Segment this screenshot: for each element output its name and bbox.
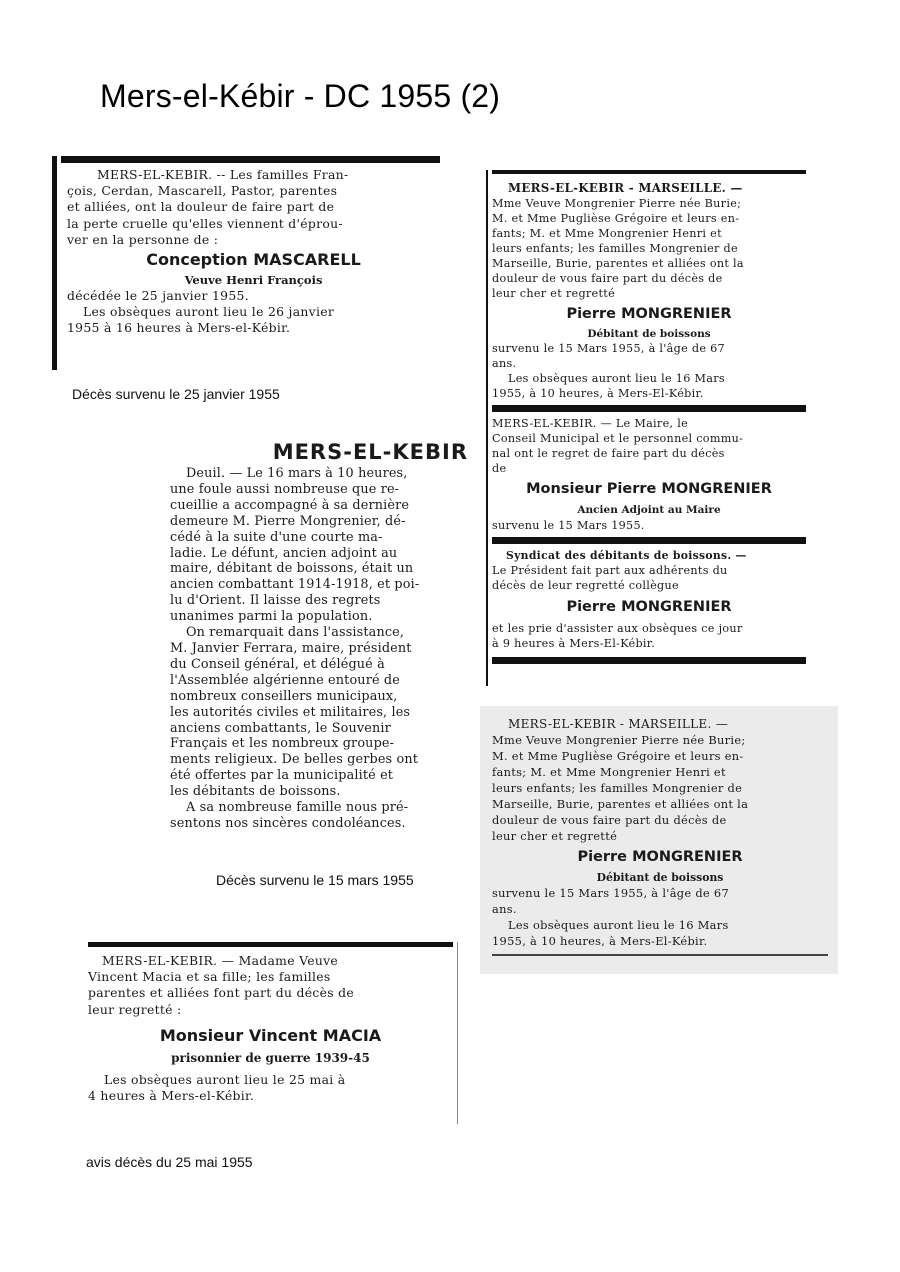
- text-line: Français et les nombreux groupe-: [170, 736, 395, 752]
- text-line: leurs enfants; les familles Mongrenier de: [492, 242, 738, 256]
- deceased-subtitle: Ancien Adjoint au Maire: [577, 504, 721, 517]
- text-line: 4 heures à Mers-el-Kébir.: [88, 1088, 255, 1104]
- text-line: MERS-EL-KEBIR - MARSEILLE. —: [508, 181, 743, 195]
- text-line: ans.: [492, 902, 517, 917]
- text-line: ladie. Le défunt, ancien adjoint au: [170, 545, 398, 561]
- text-line: survenu le 15 Mars 1955.: [492, 519, 645, 533]
- text-line: cédé à la suite d'une courte ma-: [170, 529, 383, 545]
- text-line: Marseille, Burie, parentes et alliées ont la: [492, 797, 749, 812]
- deceased-name: Pierre MONGRENIER: [566, 306, 732, 323]
- text-line: cueillie a accompagné à sa dernière: [170, 497, 410, 513]
- caption-clipping-1: Décès survenu le 25 janvier 1955: [72, 386, 280, 402]
- text-line: Conseil Municipal et le personnel commu-: [492, 432, 744, 446]
- text-line: leur cher et regretté: [492, 829, 618, 844]
- text-line: survenu le 15 Mars 1955, à l'âge de 67: [492, 886, 729, 901]
- text-line: Les obsèques auront lieu le 16 Mars: [508, 372, 725, 386]
- text-line: Mme Veuve Mongrenier Pierre née Burie;: [492, 733, 746, 748]
- text-line: l'Assemblée algérienne entouré de: [170, 672, 400, 688]
- clipping-top-rule: [88, 942, 453, 947]
- text-line: sentons nos sincères condoléances.: [170, 815, 406, 831]
- deceased-name: Pierre MONGRENIER: [577, 849, 743, 866]
- text-line: demeure M. Pierre Mongrenier, dé-: [170, 513, 406, 529]
- text-line: Syndicat des débitants de boissons. —: [506, 549, 747, 563]
- text-line: Les obsèques auront lieu le 16 Mars: [508, 918, 729, 933]
- text-line: une foule aussi nombreuse que re-: [170, 481, 400, 497]
- text-line: maire, débitant de boissons, était un: [170, 561, 414, 577]
- article-first-line: Deuil. — Le 16 mars à 10 heures,: [186, 466, 408, 481]
- clipping-macia: [88, 942, 458, 1124]
- text-line: nombreux conseillers municipaux,: [170, 688, 398, 704]
- section-rule: [492, 405, 806, 412]
- deceased-subtitle: Débitant de boissons: [596, 871, 724, 885]
- text-line: fants; M. et Mme Mongrenier Henri et: [492, 765, 726, 780]
- text-line: ans.: [492, 357, 517, 371]
- clipping-bottom-rule: [492, 657, 806, 664]
- text-line: MERS-EL-KEBIR. — Madame Veuve: [102, 953, 339, 968]
- text-line: et alliées, ont la douleur de faire part de: [67, 199, 335, 215]
- text-line: décès de leur regretté collègue: [492, 579, 679, 593]
- caption-clipping-2: Décès survenu le 15 mars 1955: [216, 872, 414, 888]
- text-line: 1955, à 10 heures, à Mers-El-Kébir.: [492, 387, 704, 401]
- text-line: ancien combattant 1914-1918, et poi-: [170, 577, 420, 593]
- text-line: douleur de vous faire part du décès de: [492, 813, 727, 828]
- text-line: lu d'Orient. Il laisse des regrets: [170, 593, 381, 609]
- text-line: anciens combattants, le Souvenir: [170, 720, 391, 736]
- text-line: MERS-EL-KEBIR. — Le Maire, le: [492, 417, 689, 431]
- text-line: Le Président fait part aux adhérents du: [492, 564, 728, 578]
- text-line: Mme Veuve Mongrenier Pierre née Burie;: [492, 197, 742, 211]
- text-line: [170, 466, 468, 482]
- text-line: leur cher et regretté: [492, 287, 615, 301]
- text-line: nal ont le regret de faire part du décès: [492, 447, 725, 461]
- text-line: leur regretté :: [88, 1001, 182, 1017]
- text-line: décédée le 25 janvier 1955.: [67, 288, 249, 304]
- text-line: Les obsèques auront lieu le 26 janvier: [83, 304, 335, 320]
- deceased-name: Monsieur Vincent MACIA: [159, 1025, 382, 1045]
- text-line: les autorités civiles et militaires, les: [170, 704, 411, 720]
- article-deuil: [170, 440, 468, 831]
- clipping-bottom-rule: [492, 954, 828, 956]
- clipping-top-rule: [61, 156, 440, 163]
- text-line: 1955, à 10 heures, à Mers-El-Kébir.: [492, 934, 708, 949]
- text-line: leurs enfants; les familles Mongrenier de: [492, 781, 743, 796]
- deceased-name: Conception MASCARELL: [146, 250, 361, 270]
- text-line: 1955 à 16 heures à Mers-el-Kébir.: [67, 320, 291, 336]
- deceased-subtitle: Débitant de boissons: [587, 328, 711, 341]
- text-line: été offertes par la municipalité et: [170, 768, 394, 784]
- text-line: parentes et alliées font part du décès de: [88, 985, 355, 1001]
- text-line: ver en la personne de :: [67, 231, 219, 247]
- text-line: çois, Cerdan, Mascarell, Pastor, parentes: [67, 183, 338, 199]
- clipping-mascarell: [52, 156, 440, 370]
- text-line: MERS-EL-KEBIR. -- Les familles Fran-: [97, 167, 349, 182]
- clipping-mongrenier-group: [486, 170, 806, 686]
- clipping-mongrenier-family: [480, 706, 838, 974]
- deceased-name: Monsieur Pierre MONGRENIER: [526, 481, 772, 498]
- page-title: Mers-el-Kébir - DC 1955 (2): [100, 78, 501, 114]
- text-line: M. et Mme Puglièse Grégoire et leurs en-: [492, 749, 744, 764]
- clipping-top-rule: [492, 170, 806, 174]
- article-heading: MERS-EL-KEBIR: [272, 440, 468, 464]
- text-line: A sa nombreuse famille nous pré-: [186, 800, 409, 816]
- text-line: On remarquait dans l'assistance,: [186, 625, 405, 641]
- section-rule: [492, 537, 806, 544]
- text-line: Les obsèques auront lieu le 25 mai à: [104, 1071, 346, 1087]
- deceased-subtitle: prisonnier de guerre 1939-45: [171, 1050, 370, 1065]
- text-line: Vincent Macia et sa fille; les familles: [88, 969, 331, 985]
- text-line: la perte cruelle qu'elles viennent d'éprou-: [67, 215, 343, 231]
- text-line: survenu le 15 Mars 1955, à l'âge de 67: [492, 342, 725, 356]
- text-line: du Conseil général, et délégué à: [170, 656, 385, 672]
- text-line: à 9 heures à Mers-El-Kébir.: [492, 637, 656, 651]
- text-line: ments religieux. De belles gerbes ont: [170, 752, 419, 768]
- text-line: M. Janvier Ferrara, maire, président: [170, 640, 412, 656]
- text-line: MERS-EL-KEBIR - MARSEILLE. —: [508, 717, 729, 731]
- deceased-name: Pierre MONGRENIER: [566, 599, 732, 616]
- caption-clipping-3: avis décès du 25 mai 1955: [86, 1154, 253, 1170]
- text-line: unanimes parmi la population.: [170, 609, 373, 625]
- deceased-subtitle: Veuve Henri François: [184, 273, 323, 288]
- text-line: douleur de vous faire part du décès de: [492, 272, 723, 286]
- text-line: de: [492, 462, 507, 476]
- text-line: les débitants de boissons.: [170, 784, 341, 800]
- text-line: Marseille, Burie, parentes et alliées ont la: [492, 257, 744, 271]
- text-line: fants; M. et Mme Mongrenier Henri et: [492, 227, 722, 241]
- text-line: M. et Mme Puglièse Grégoire et leurs en-: [492, 212, 740, 226]
- text-line: et les prie d'assister aux obsèques ce jour: [492, 622, 743, 636]
